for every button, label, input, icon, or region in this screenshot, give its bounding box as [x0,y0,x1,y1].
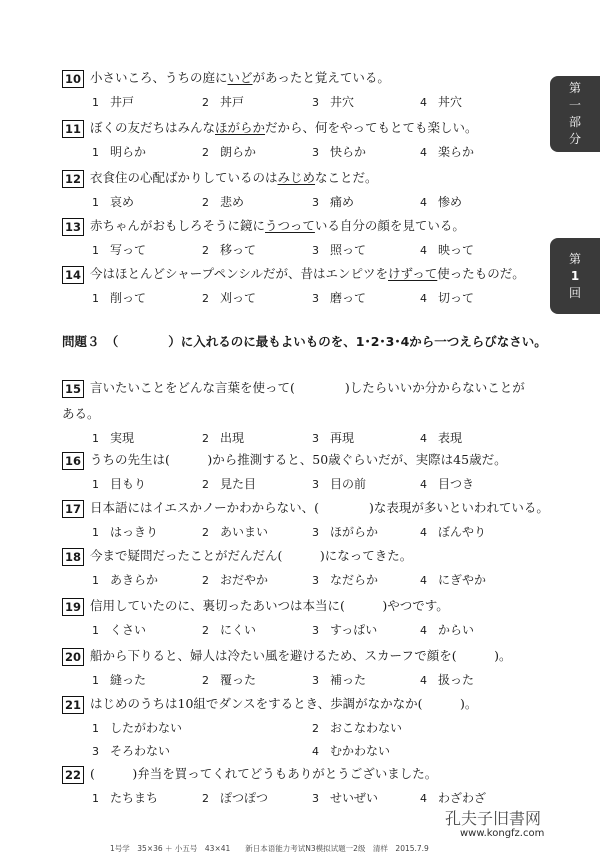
option-1: 1 はっきり [92,525,159,539]
tab-char: 回 [568,285,581,300]
option-2: 2 ぽつぽつ [202,791,269,805]
question-10 [62,68,540,112]
question-13 [62,216,540,260]
option-3: 3 すっぱい [312,623,378,637]
question-12 [62,168,540,212]
question-text: 日本語にはイエスかノーかわからない、( )な表現が多いといわれている。 [90,500,549,515]
option-4: 4 丼穴 [420,95,463,109]
option-2: 2 丼戸 [202,95,245,109]
option-1: 1 哀め [92,195,135,209]
question-text: 信用していたのに、裏切ったあいつは本当に( )やつです。 [90,598,449,613]
option-3: 3 ほがらか [312,525,379,539]
options-row [62,741,540,761]
option-1: 1 縫った [92,673,147,687]
question-16 [62,450,540,494]
section-title: 問題３ （ ）に入れるのに最もよいものを、1･2･3･4から一つえらびなさい。 [62,334,547,349]
tab-char: 一 [568,98,581,112]
tab-char: 部 [568,115,581,129]
option-1: 1 くさい [92,623,147,637]
question-text: 衣食住の心配ばかりしているのは [90,170,278,185]
tab-char: 第 [568,251,581,266]
options-row [62,788,540,808]
question-number: 13 [62,218,84,236]
option-1: 1 実現 [92,431,135,445]
options-row [62,570,540,590]
question-number: 17 [62,500,84,518]
question-20 [62,646,540,690]
option-3: 3 せいぜい [312,791,379,805]
options-row [62,428,540,448]
underlined-word: いど [227,70,253,85]
option-4: 4 切って [420,291,475,305]
option-1: 1 写って [92,243,147,257]
question-number: 20 [62,648,84,666]
question-text: 船から下りると、婦人は冷たい風を避けるため、スカーフで顔を( )。 [90,648,512,663]
question-19 [62,596,540,640]
option-3: 3 照って [312,243,367,257]
question-18 [62,546,540,590]
question-text: 小さいころ、うちの庭に [90,70,228,85]
option-3: 3 補った [312,673,367,687]
question-text: ( )弁当を買ってくれてどうもありがとうございました。 [90,766,438,781]
option-2: 2 悲め [202,195,245,209]
option-2: 2 おだやか [202,573,269,587]
option-3: 3 再現 [312,431,355,445]
option-2: 2 刈って [202,291,257,305]
question-number: 12 [62,170,84,188]
options-row [62,620,540,640]
option-1: 1 削って [92,291,147,305]
options-row [62,474,540,494]
watermark-url: www.kongfz.com [460,828,545,839]
question-number: 21 [62,696,84,714]
options-row [62,670,540,690]
option-1: 1 たちまち [92,791,159,805]
question-text: 今まで疑問だったことがだんだん( )になってきた。 [90,548,413,563]
question-number: 16 [62,452,84,470]
option-2: 2 移って [202,243,257,257]
options-row [62,92,540,112]
option-3: 3 快らか [312,145,367,159]
watermark-logo: 孔夫子旧書网 [445,809,542,828]
options-row [62,142,540,162]
option-3: 3 目の前 [312,477,367,491]
option-3: 3 そろわない [92,744,171,758]
option-3: 3 磨って [312,291,367,305]
question-11 [62,118,540,162]
option-2: 2 覆った [202,673,257,687]
option-2: 2 見た目 [202,477,257,491]
option-2: 2 あいまい [202,525,269,539]
option-2: 2 おこなわない [312,721,403,735]
option-4: 4 にぎやか [420,573,487,587]
tab-char: 1 [570,268,580,283]
question-22 [62,764,540,808]
option-3: 3 なだらか [312,573,379,587]
question-text: うちの先生は( )から推測すると、50歳ぐらいだが、実際は45歳だ。 [90,452,507,467]
question-text: なことだ。 [315,170,378,185]
side-tab-part-one [550,76,600,152]
question-text: 言いたいことをどんな言葉を使って( )したらいいか分からないことが [90,380,525,395]
option-3: 3 痛め [312,195,355,209]
options-row [62,522,540,542]
question-15 [62,378,540,448]
option-2: 2 出現 [202,431,245,445]
side-tab-round-one [550,238,600,314]
option-1: 1 したがわない [92,721,183,735]
tab-char: 第 [568,81,581,95]
options-row [62,240,540,260]
options-row [62,192,540,212]
option-1: 1 目もり [92,477,147,491]
question-text: 今はほとんどシャープペンシルだが、昔はエンピツを [90,266,389,281]
options-row [62,288,540,308]
question-text: だから、何をやってもとても楽しい。 [265,120,478,135]
question-text: いる自分の顔を見ている。 [314,218,465,233]
option-4: 4 映って [420,243,475,257]
question-number: 19 [62,598,84,616]
question-number: 11 [62,120,84,138]
question-number: 22 [62,766,84,784]
option-4: 4 楽らか [420,145,475,159]
question-text: ある。 [62,406,100,421]
options-row [62,718,540,738]
option-2: 2 朗らか [202,145,257,159]
option-4: 4 目つき [420,477,475,491]
underlined-word: ほがらか [215,120,266,135]
print-footer: 1号学 35×36 ＋ 小五号 43×41 新日本语能力考试N3模拟试题一2级 清样 2015.7.9 [110,844,429,853]
question-text: 使ったものだ。 [437,266,525,281]
underlined-word: みじめ [277,170,316,185]
question-number: 15 [62,380,84,398]
question-text: があったと覚えている。 [252,70,390,85]
option-4: 4 惨め [420,195,463,209]
option-4: 4 扱った [420,673,475,687]
option-4: 4 からい [420,623,475,637]
option-4: 4 むかわない [312,744,391,758]
question-17 [62,498,549,542]
question-text: はじめのうちは10組でダンスをするとき、歩調がなかなか( )。 [90,696,478,711]
question-14 [62,264,540,308]
option-1: 1 あきらか [92,573,159,587]
question-number: 18 [62,548,84,566]
question-text: 赤ちゃんがおもしろそうに鏡に [90,218,266,233]
option-2: 2 にくい [202,623,257,637]
option-4: 4 わざわざ [420,791,487,805]
question-21 [62,694,540,761]
underlined-word: けずって [388,266,438,281]
option-3: 3 井穴 [312,95,355,109]
tab-char: 分 [568,132,581,146]
question-number: 14 [62,266,84,284]
question-number: 10 [62,70,84,88]
option-1: 1 明らか [92,145,147,159]
question-text: ぼくの友だちはみんな [90,120,216,135]
option-4: 4 ぼんやり [420,525,487,539]
option-4: 4 表現 [420,431,463,445]
option-1: 1 井戸 [92,95,135,109]
underlined-word: うつって [265,218,315,233]
